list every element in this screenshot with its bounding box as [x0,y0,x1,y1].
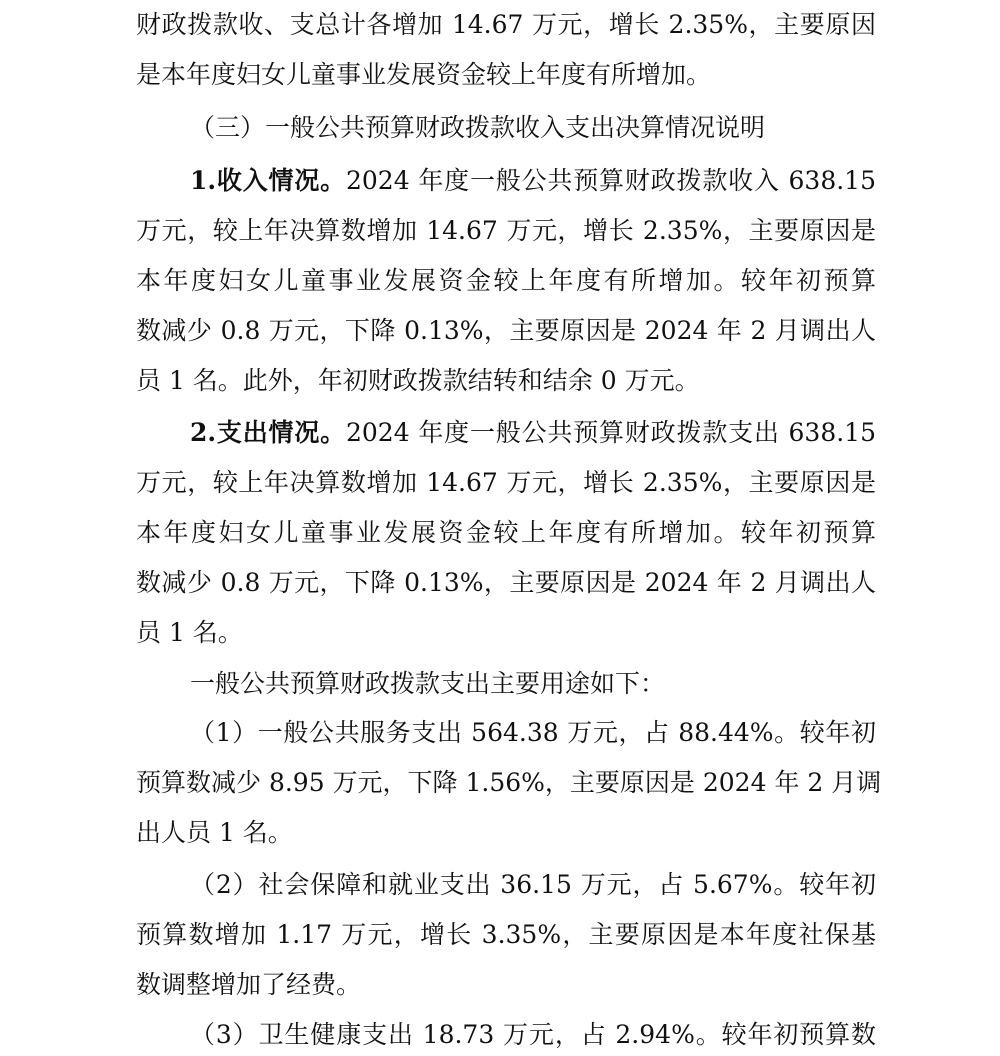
item-2-line-2: 预算数增加 1.17 万元，增长 3.35%，主要原因是本年度社保基 [136,920,876,949]
item-2-line-1: （2）社会保障和就业支出 36.15 万元，占 5.67%。较年初 [190,870,876,899]
item-1-line-3: 出人员 1 名。 [136,818,293,847]
expense-line-1-text: 2024 年度一般公共预算财政拨款支出 638.15 [345,418,876,447]
item-3-line-1: （3）卫生健康支出 18.73 万元，占 2.94%。较年初预算数 [190,1020,876,1049]
expense-paragraph-line-5: 员 1 名。 [136,618,243,647]
expense-paragraph-line-2: 万元，较上年决算数增加 14.67 万元，增长 2.35%，主要原因是 [136,468,876,497]
income-lead: 1.收入情况。 [190,166,346,195]
intro-paragraph-line-2: 是本年度妇女儿童事业发展资金较上年度有所增加。 [136,60,712,89]
item-2-line-3: 数调整增加了经费。 [136,970,362,999]
expense-lead: 2.支出情况。 [190,418,346,447]
item-1-line-2: 预算数减少 8.95 万元，下降 1.56%，主要原因是 2024 年 2 月调 [136,768,882,797]
expense-paragraph-line-4: 数减少 0.8 万元，下降 0.13%，主要原因是 2024 年 2 月调出人 [136,568,876,597]
item-1-line-1: （1）一般公共服务支出 564.38 万元，占 88.44%。较年初 [190,718,876,747]
section-heading: （三）一般公共预算财政拨款收入支出决算情况说明 [190,113,766,142]
expense-paragraph-line-1 [190,408,876,458]
income-paragraph-line-2: 万元，较上年决算数增加 14.67 万元，增长 2.35%，主要原因是 [136,216,876,245]
income-paragraph-line-4: 数减少 0.8 万元，下降 0.13%，主要原因是 2024 年 2 月调出人 [136,316,876,345]
intro-paragraph-line-1: 财政拨款收、支总计各增加 14.67 万元，增长 2.35%，主要原因 [136,10,876,39]
income-paragraph-line-5: 员 1 名。此外，年初财政拨款结转和结余 0 万元。 [136,366,700,395]
expense-paragraph-line-3: 本年度妇女儿童事业发展资金较上年度有所增加。较年初预算 [136,518,876,547]
income-paragraph-line-1 [190,156,876,206]
income-line-1-text: 2024 年度一般公共预算财政拨款收入 638.15 [345,166,876,195]
uses-intro: 一般公共预算财政拨款支出主要用途如下： [190,669,666,698]
income-paragraph-line-3: 本年度妇女儿童事业发展资金较上年度有所增加。较年初预算 [136,266,876,295]
